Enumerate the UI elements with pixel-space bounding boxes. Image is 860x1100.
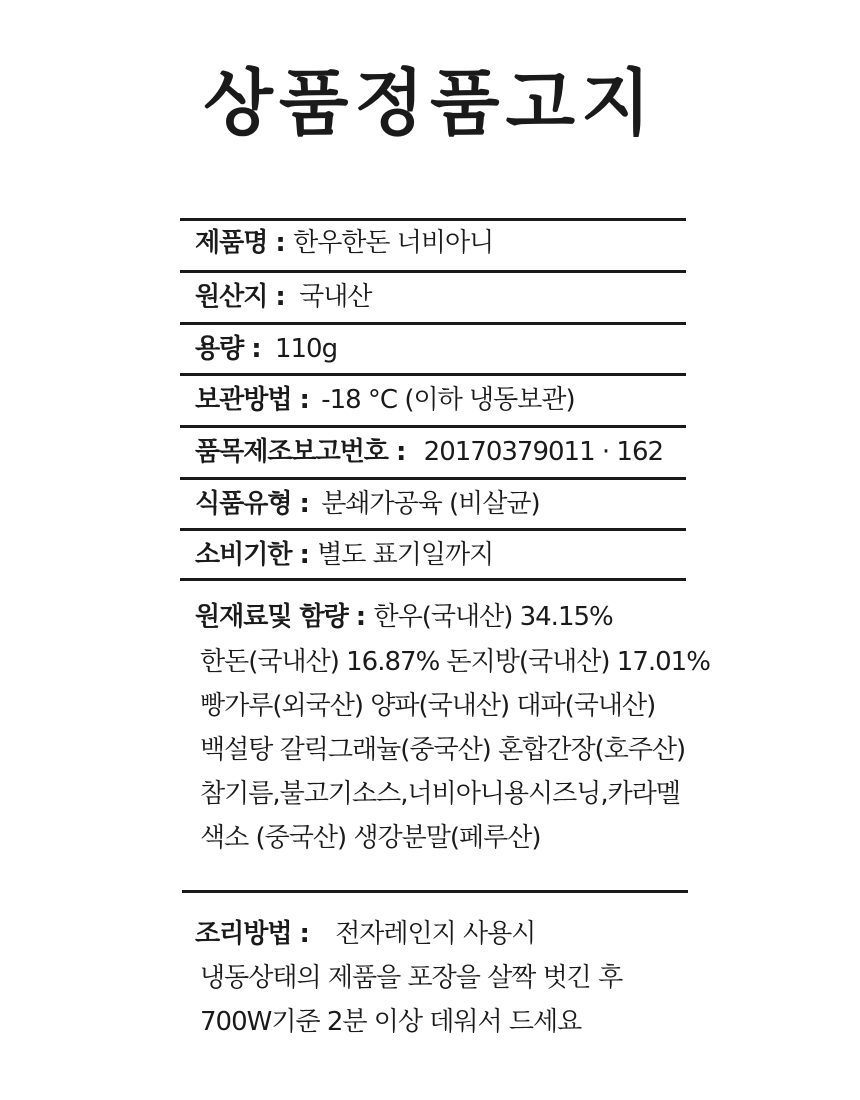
ingredients-label: 원재료및 함량 : <box>195 602 366 632</box>
row-value: 분쇄가공육 (비살균) <box>321 489 540 519</box>
ingredients-line: 참기름,불고기소스,너비아니용시즈닝,카라멜 <box>200 779 680 809</box>
ingredients-line: 빵가루(외국산) 양파(국내산) 대파(국내산) <box>200 691 656 721</box>
row-divider <box>180 322 686 325</box>
row-value: 별도 표기일까지 <box>317 540 494 570</box>
row-divider <box>180 528 686 531</box>
cooking-heading <box>195 917 535 951</box>
table-top-rule <box>180 218 686 221</box>
table-bottom-rule <box>180 578 686 581</box>
row-storage <box>195 383 575 417</box>
row-label: 품목제조보고번호 : <box>195 437 406 467</box>
row-report-number <box>195 435 663 469</box>
row-value: 한우한돈 너비아니 <box>293 228 494 258</box>
ingredients-line: 백설탕 갈릭그래뉼(중국산) 혼합간장(호주산) <box>200 735 686 765</box>
row-divider <box>180 425 686 428</box>
ingredients-line: 한돈(국내산) 16.87% 돈지방(국내산) 17.01% <box>200 647 710 677</box>
row-label: 소비기한 : <box>195 540 309 570</box>
row-label: 제품명 : <box>195 228 285 258</box>
ingredients-first-line: 한우(국내산) 34.15% <box>373 602 613 632</box>
row-capacity <box>195 332 337 366</box>
row-label: 식품유형 : <box>195 489 309 519</box>
ingredients-heading <box>195 600 613 634</box>
row-value: -18 °C (이하 냉동보관) <box>321 385 575 415</box>
row-value: 110g <box>274 334 338 364</box>
section-divider <box>182 890 688 893</box>
row-divider <box>180 373 686 376</box>
cooking-first-line: 전자레인지 사용시 <box>335 919 536 949</box>
row-label: 보관방법 : <box>195 385 309 415</box>
row-divider <box>180 477 686 480</box>
row-value: 국내산 <box>299 282 372 312</box>
cooking-label: 조리방법 : <box>195 919 309 949</box>
row-origin <box>195 280 371 314</box>
page-title: 상품정품고지 <box>203 61 657 145</box>
cooking-line: 700W기준 2분 이상 데워서 드세요 <box>200 1007 582 1037</box>
row-food-type <box>195 487 540 521</box>
row-label: 용량 : <box>195 334 261 364</box>
row-expiry <box>195 538 493 572</box>
row-label: 원산지 : <box>195 282 285 312</box>
ingredients-line: 색소 (중국산) 생강분말(페루산) <box>200 823 541 853</box>
row-value: 20170379011 · 162 <box>423 437 664 467</box>
cooking-line: 냉동상태의 제품을 포장을 살짝 벗긴 후 <box>200 963 623 993</box>
row-product-name <box>195 226 493 260</box>
row-divider <box>180 270 686 273</box>
